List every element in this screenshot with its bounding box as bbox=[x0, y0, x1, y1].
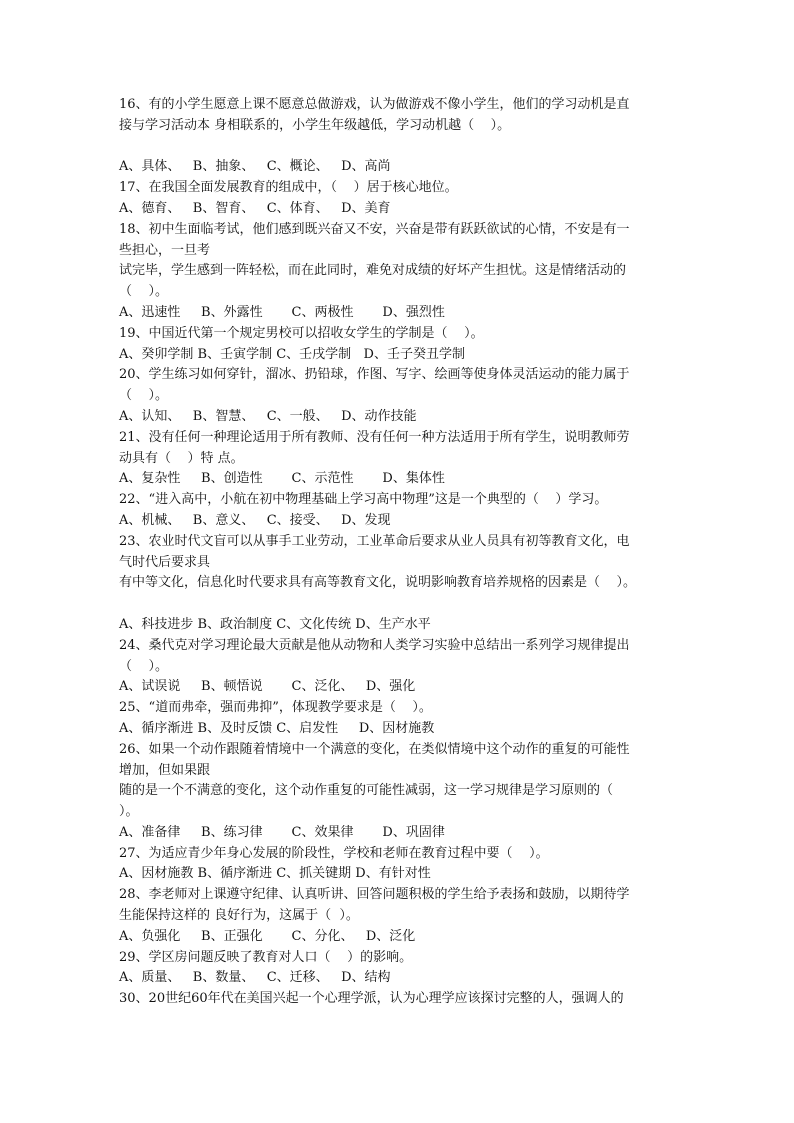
text-line: A、试误说 B、顿悟说 C、泛化、 D、强化 bbox=[119, 679, 416, 695]
text-line: 24、桑代克对学习理论最大贡献是他从动物和人类学习实验中总结出一系列学习规律提出 bbox=[119, 637, 630, 653]
text-line: ）。 bbox=[119, 804, 139, 820]
blank-line bbox=[119, 594, 679, 615]
text-line: A、循序渐进 B、及时反馈 C、启发性 D、因材施教 bbox=[119, 720, 435, 736]
text-line: 28、李老师对上课遵守纪律、认真听讲、回答问题积极的学生给予表扬和鼓励，以期待学 bbox=[119, 887, 630, 903]
text-line: 动具有（ ）特 点。 bbox=[119, 450, 244, 466]
blank-line bbox=[119, 137, 679, 158]
text-line: 22、“进入高中，小航在初中物理基础上学习高中物理”这是一个典型的（ ）学习。 bbox=[119, 492, 608, 508]
question-text-body bbox=[119, 95, 679, 1010]
text-line: 16、有的小学生愿意上课不愿意总做游戏，认为做游戏不像小学生，他们的学习动机是直 bbox=[119, 97, 630, 112]
text-line: A、癸卯学制 B、壬寅学制 C、壬戌学制 D、壬子癸丑学制 bbox=[119, 346, 465, 362]
text-line: 29、学区房问题反映了教育对人口（ ）的影响。 bbox=[119, 949, 413, 965]
text-line: 21、没有任何一种理论适用于所有教师、没有任何一种方法适用于所有学生，说明教师劳 bbox=[119, 429, 630, 445]
text-line: 18、初中生面临考试，他们感到既兴奋又不安，兴奋是带有跃跃欲试的心情，不安是有一 bbox=[119, 221, 630, 237]
text-line: A、质量、 B、数量、 C、迁移、 D、结构 bbox=[119, 970, 391, 986]
text-line: 17、在我国全面发展教育的组成中，（ ）居于核心地位。 bbox=[119, 180, 458, 196]
text-line: A、认知、 B、智慧、 C、一般、 D、动作技能 bbox=[119, 408, 417, 424]
text-line: 些担心，一旦考 bbox=[119, 242, 211, 258]
text-line: （ ）。 bbox=[119, 284, 169, 300]
text-line: 27、为适应青少年身心发展的阶段性，学校和老师在教育过程中要（ ）。 bbox=[119, 845, 549, 861]
text-line: 气时代后要求具 bbox=[119, 554, 211, 570]
text-line: A、因材施教 B、循序渐进 C、抓关键期 D、有针对性 bbox=[119, 866, 431, 882]
text-line: A、复杂性 B、创造性 C、示范性 D、集体性 bbox=[119, 471, 445, 487]
text-line: 随的是一个不满意的变化，这个动作重复的可能性减弱，这一学习规律是学习原则的（ bbox=[119, 783, 614, 799]
text-line: 23、农业时代文盲可以从事手工业劳动，工业革命后要求从业人员具有初等教育文化，电 bbox=[119, 533, 630, 549]
text-line: 25、“道而弗牵，强而弗抑”，体现教学要求是（ ）。 bbox=[119, 700, 432, 716]
text-line: 30、20世纪60年代在美国兴起一个心理学派，认为心理学应该探讨完整的人，强调人的 bbox=[119, 991, 624, 1007]
text-line: 增加，但如果跟 bbox=[119, 762, 211, 778]
text-line: 生能保持这样的 良好行为，这属于（ ）。 bbox=[119, 908, 359, 924]
text-line: 有中等文化，信息化时代要求具有高等教育文化，说明影响教育培养规格的因素是（ ）。 bbox=[119, 575, 637, 591]
text-line: 19、中国近代第一个规定男校可以招收女学生的学制是（ ）。 bbox=[119, 325, 484, 341]
text-line: A、准备律 B、练习律 C、效果律 D、巩固律 bbox=[119, 824, 445, 840]
text-line: A、迅速性 B、外露性 C、两极性 D、强烈性 bbox=[119, 304, 445, 320]
text-line: A、机械、 B、意义、 C、接受、 D、发现 bbox=[119, 512, 391, 528]
text-line: A、德育、 B、智育、 C、体育、 D、美育 bbox=[119, 200, 391, 216]
text-line: （ ）。 bbox=[119, 388, 169, 404]
text-line: 接与学习活动本 身相联系的，小学生年级越低，学习动机越（ ）。 bbox=[119, 117, 511, 133]
text-line: 26、如果一个动作跟随着情境中一个满意的变化，在类似情境中这个动作的重复的可能性 bbox=[119, 741, 630, 757]
text-line: （ ）。 bbox=[119, 658, 169, 674]
text-line: 试完毕，学生感到一阵轻松，而在此同时，难免对成绩的好坏产生担忧。这是情绪活动的 bbox=[119, 263, 627, 279]
text-line: 20、学生练习如何穿针，溜冰、扔铅球，作图、写字、绘画等使身体灵活运动的能力属于 bbox=[119, 367, 630, 383]
text-line: A、负强化 B、正强化 C、分化、 D、泛化 bbox=[119, 928, 416, 944]
text-line: A、科技进步 B、政治制度 C、文化传统 D、生产水平 bbox=[119, 616, 431, 632]
text-line: A、具体、 B、抽象、 C、概论、 D、高尚 bbox=[119, 159, 391, 175]
